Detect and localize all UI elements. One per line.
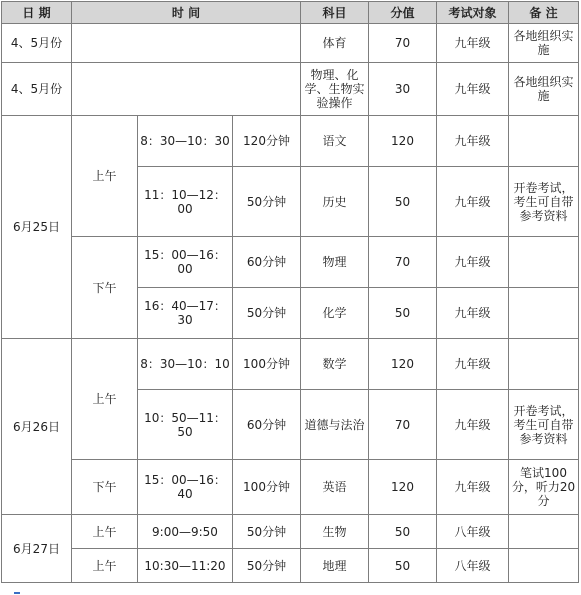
score-cell: 120 — [369, 116, 437, 167]
time-range-cell: 8：30—10：30 — [138, 116, 233, 167]
time-range-cell: 15：00—16：40 — [138, 460, 233, 515]
target-cell: 九年级 — [437, 237, 509, 288]
target-cell: 八年级 — [437, 549, 509, 583]
note-cell: 开卷考试，考生可自带参考资料 — [509, 167, 579, 237]
note-cell — [509, 237, 579, 288]
date-cell: 4、5月份 — [2, 24, 72, 63]
duration-cell: 60分钟 — [233, 237, 301, 288]
target-cell: 九年级 — [437, 460, 509, 515]
subject-cell: 历史 — [301, 167, 369, 237]
table-row — [2, 339, 579, 390]
subject-cell: 数学 — [301, 339, 369, 390]
subject-cell: 物理、化学、生物实验操作 — [301, 63, 369, 116]
note-cell — [509, 549, 579, 583]
subject-cell: 体育 — [301, 24, 369, 63]
time-range-cell: 15：00—16：00 — [138, 237, 233, 288]
header-score: 分值 — [369, 2, 437, 24]
time-range-cell: 10:30—11:20 — [138, 549, 233, 583]
score-cell: 50 — [369, 288, 437, 339]
target-cell: 九年级 — [437, 288, 509, 339]
target-cell: 八年级 — [437, 515, 509, 549]
score-cell: 50 — [369, 515, 437, 549]
score-cell: 30 — [369, 63, 437, 116]
header-subject: 科目 — [301, 2, 369, 24]
target-cell: 九年级 — [437, 390, 509, 460]
period-cell: 上午 — [72, 549, 138, 583]
duration-cell: 60分钟 — [233, 390, 301, 460]
period-cell: 下午 — [72, 460, 138, 515]
score-cell: 50 — [369, 549, 437, 583]
subject-cell: 英语 — [301, 460, 369, 515]
note-cell: 各地组织实施 — [509, 63, 579, 116]
subject-cell: 道德与法治 — [301, 390, 369, 460]
subject-cell: 物理 — [301, 237, 369, 288]
note-cell: 笔试100分，听力20分 — [509, 460, 579, 515]
subject-cell: 生物 — [301, 515, 369, 549]
score-cell: 70 — [369, 24, 437, 63]
score-cell: 70 — [369, 390, 437, 460]
header-note: 备 注 — [509, 2, 579, 24]
score-cell: 50 — [369, 167, 437, 237]
date-cell: 4、5月份 — [2, 63, 72, 116]
table-row — [2, 24, 579, 63]
period-cell: 下午 — [72, 237, 138, 339]
score-cell: 120 — [369, 460, 437, 515]
duration-cell: 50分钟 — [233, 549, 301, 583]
note-cell — [509, 339, 579, 390]
time-range-cell: 10：50—11：50 — [138, 390, 233, 460]
duration-cell: 100分钟 — [233, 339, 301, 390]
header-target: 考试对象 — [437, 2, 509, 24]
decorative-mark — [14, 592, 20, 594]
score-cell: 70 — [369, 237, 437, 288]
duration-cell: 50分钟 — [233, 515, 301, 549]
table-row — [2, 63, 579, 116]
note-cell — [509, 116, 579, 167]
target-cell: 九年级 — [437, 167, 509, 237]
exam-schedule-table — [1, 1, 579, 583]
note-cell — [509, 515, 579, 549]
duration-cell: 120分钟 — [233, 116, 301, 167]
note-cell: 开卷考试，考生可自带参考资料 — [509, 390, 579, 460]
time-cell-empty — [72, 63, 301, 116]
time-cell-empty — [72, 24, 301, 63]
table-row — [2, 460, 579, 515]
period-cell: 上午 — [72, 515, 138, 549]
period-cell: 上午 — [72, 116, 138, 237]
header-date: 日 期 — [2, 2, 72, 24]
duration-cell: 100分钟 — [233, 460, 301, 515]
subject-cell: 语文 — [301, 116, 369, 167]
target-cell: 九年级 — [437, 24, 509, 63]
note-cell — [509, 288, 579, 339]
duration-cell: 50分钟 — [233, 288, 301, 339]
subject-cell: 地理 — [301, 549, 369, 583]
date-cell: 6月27日 — [2, 515, 72, 583]
duration-cell: 50分钟 — [233, 167, 301, 237]
score-cell: 120 — [369, 339, 437, 390]
time-range-cell: 11：10—12：00 — [138, 167, 233, 237]
time-range-cell: 9:00—9:50 — [138, 515, 233, 549]
target-cell: 九年级 — [437, 63, 509, 116]
table-row — [2, 549, 579, 583]
target-cell: 九年级 — [437, 339, 509, 390]
date-cell: 6月26日 — [2, 339, 72, 515]
date-cell: 6月25日 — [2, 116, 72, 339]
subject-cell: 化学 — [301, 288, 369, 339]
period-cell: 上午 — [72, 339, 138, 460]
header-time: 时 间 — [72, 2, 301, 24]
table-row — [2, 116, 579, 167]
header-row — [2, 2, 579, 24]
table-row — [2, 515, 579, 549]
time-range-cell: 8：30—10：10 — [138, 339, 233, 390]
target-cell: 九年级 — [437, 116, 509, 167]
note-cell: 各地组织实施 — [509, 24, 579, 63]
time-range-cell: 16：40—17：30 — [138, 288, 233, 339]
table-row — [2, 237, 579, 288]
